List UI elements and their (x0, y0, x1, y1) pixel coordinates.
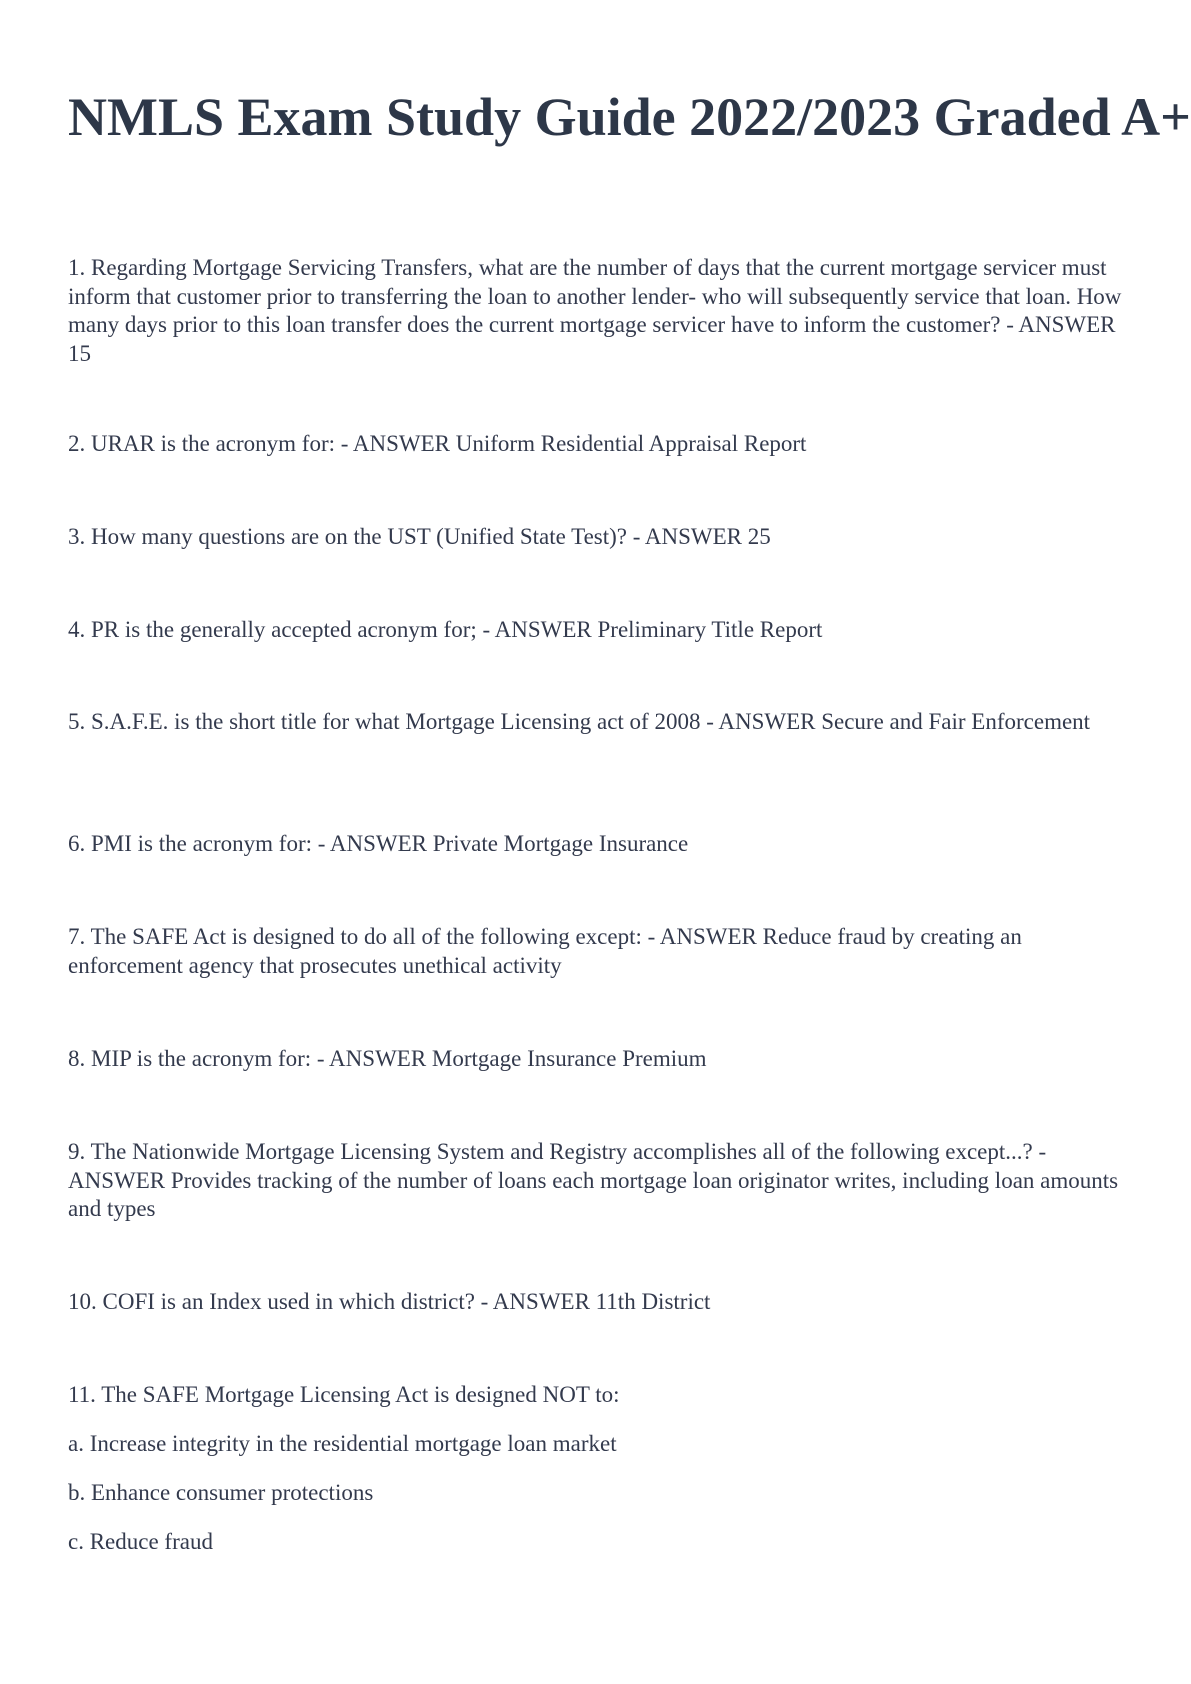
question-5: 5. S.A.F.E. is the short title for what Mortgage Licensing act of 2008 - ANSWER Secure and Fair Enforcement (68, 709, 1091, 734)
question-2: 2. URAR is the acronym for: - ANSWER Uniform Residential Appraisal Report (68, 431, 807, 456)
option-a: a. Increase integrity in the residential mortgage loan market (68, 1431, 617, 1456)
question-11: 11. The SAFE Mortgage Licensing Act is designed NOT to: (68, 1382, 620, 1407)
question-4: 4. PR is the generally accepted acronym for; - ANSWER Preliminary Title Report (68, 617, 823, 642)
question-9: 9. The Nationwide Mortgage Licensing System and Registry accomplishes all of the following except...? - ANSWER Provides tracking of the number of loans each mortgage loan originator writes, including loan amounts and types (68, 1139, 1119, 1221)
question-7: 7. The SAFE Act is designed to do all of the following except: - ANSWER Reduce fraud by creating an enforcement agency that prosecutes unethical activity (68, 924, 1022, 978)
option-c: c. Reduce fraud (68, 1529, 213, 1554)
option-b: b. Enhance consumer protections (68, 1480, 374, 1505)
document-title: NMLS Exam Study Guide 2022/2023 Graded A+ (68, 87, 1191, 147)
question-1: 1. Regarding Mortgage Servicing Transfers, what are the number of days that the current mortgage servicer must inform that customer prior to transferring the loan to another lender- who will subsequently service that loan. How many days prior to this loan transfer does the current mortgage servicer have to inform the customer? - ANSWER 15 (68, 255, 1122, 366)
question-10: 10. COFI is an Index used in which district? - ANSWER 11th District (68, 1289, 711, 1314)
question-6: 6. PMI is the acronym for: - ANSWER Private Mortgage Insurance (68, 831, 689, 856)
question-8: 8. MIP is the acronym for: - ANSWER Mortgage Insurance Premium (68, 1046, 707, 1071)
question-3: 3. How many questions are on the UST (Unified State Test)? - ANSWER 25 (68, 524, 771, 549)
